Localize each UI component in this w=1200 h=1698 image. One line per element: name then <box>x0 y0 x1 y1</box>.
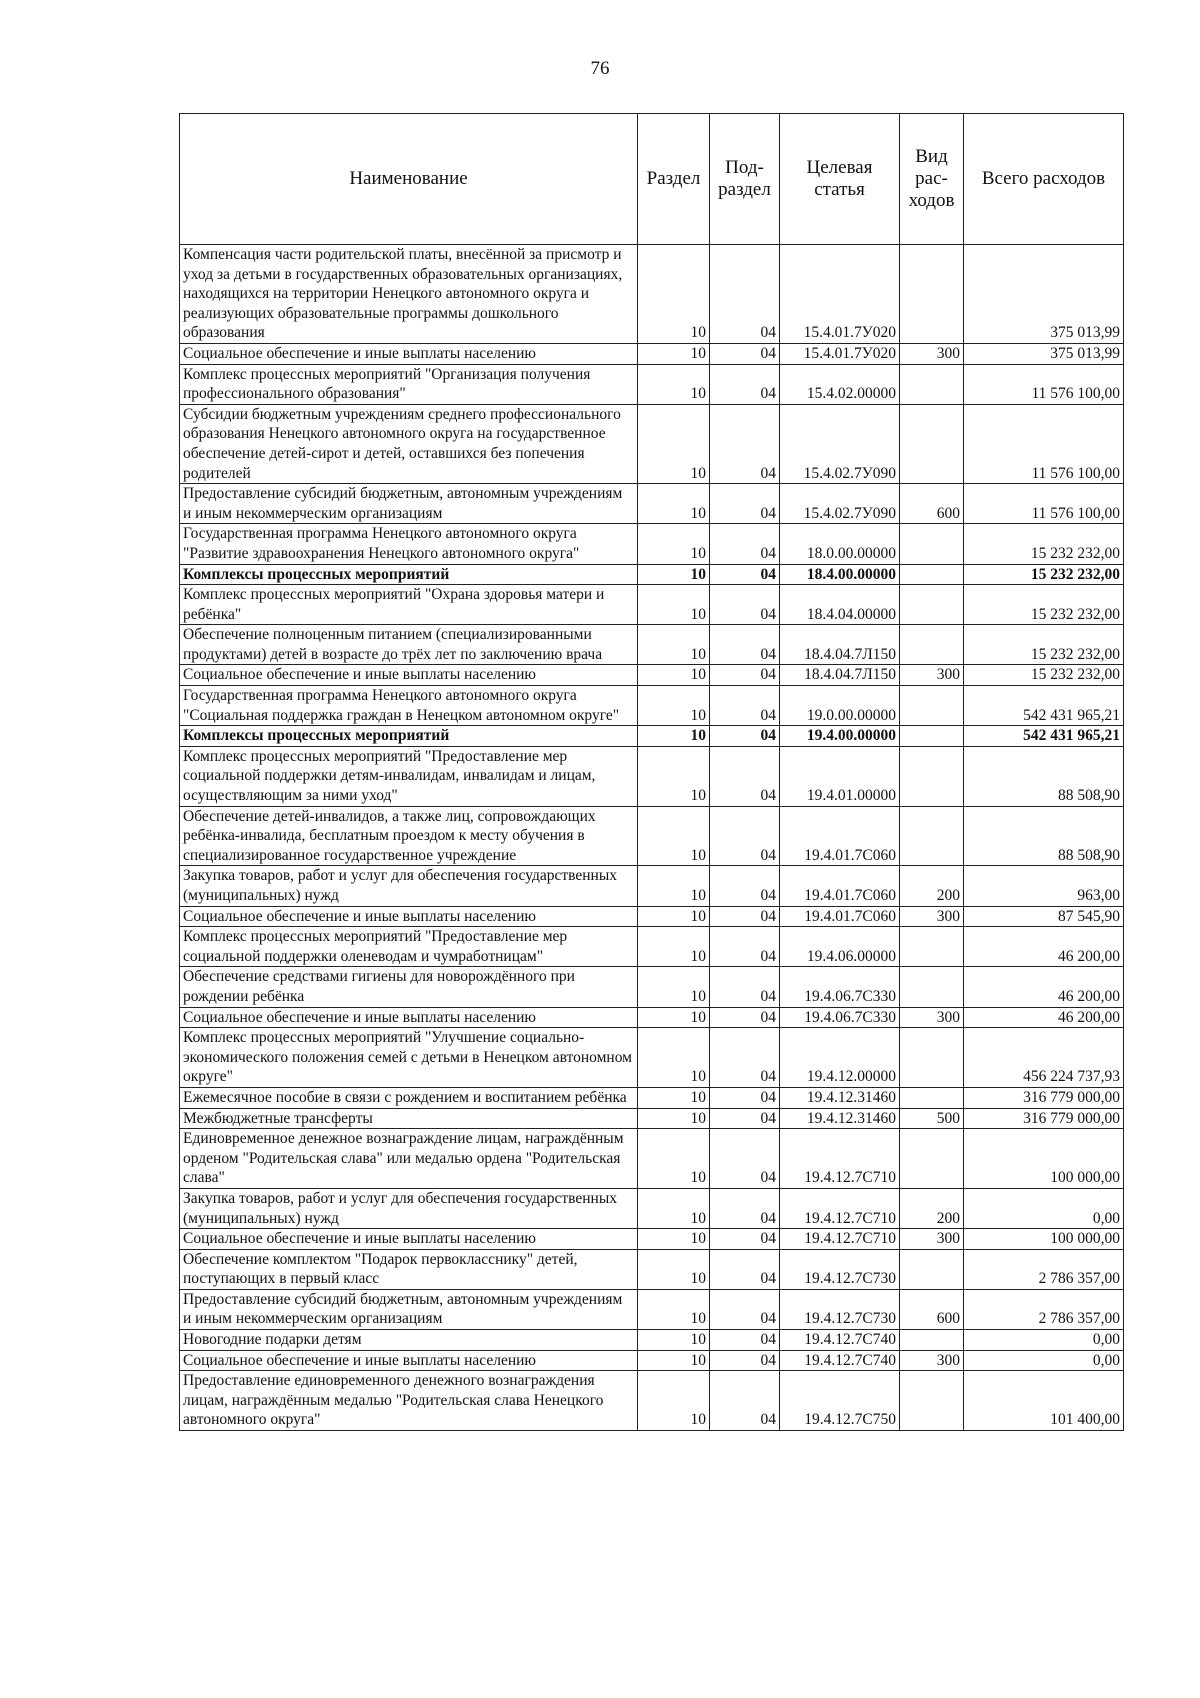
row-section-cell: 10 <box>638 343 710 364</box>
row-kind-cell <box>900 524 964 564</box>
row-kind-cell: 300 <box>900 1229 964 1250</box>
table-row <box>180 1330 1124 1351</box>
row-target-cell: 19.4.12.7С710 <box>780 1129 900 1189</box>
row-subsection-cell: 04 <box>710 726 780 747</box>
row-target-cell: 19.4.06.7С330 <box>780 1007 900 1028</box>
row-total-cell: 375 013,99 <box>964 343 1124 364</box>
row-kind-cell <box>900 245 964 344</box>
row-section-cell: 10 <box>638 1007 710 1028</box>
row-kind-cell <box>900 806 964 866</box>
table-row <box>180 484 1124 524</box>
row-total-cell: 15 232 232,00 <box>964 564 1124 585</box>
row-total-cell: 963,00 <box>964 866 1124 906</box>
row-name-cell: Предоставление единовременного денежного вознаграждения лицам, награждённым медалью "Родительская слава Ненецкого автономного округа" <box>180 1371 638 1431</box>
row-target-cell: 19.4.12.7С730 <box>780 1289 900 1329</box>
row-total-cell: 542 431 965,21 <box>964 686 1124 726</box>
row-total-cell: 15 232 232,00 <box>964 665 1124 686</box>
row-subsection-cell: 04 <box>710 906 780 927</box>
row-kind-cell: 300 <box>900 343 964 364</box>
row-section-cell: 10 <box>638 726 710 747</box>
row-target-cell: 19.4.12.7С710 <box>780 1229 900 1250</box>
row-subsection-cell: 04 <box>710 404 780 483</box>
row-target-cell: 18.4.00.00000 <box>780 564 900 585</box>
row-total-cell: 11 576 100,00 <box>964 364 1124 404</box>
row-kind-cell <box>900 726 964 747</box>
row-total-cell: 88 508,90 <box>964 806 1124 866</box>
row-subsection-cell: 04 <box>710 1350 780 1371</box>
row-kind-cell <box>900 1371 964 1431</box>
row-total-cell: 0,00 <box>964 1330 1124 1351</box>
row-target-cell: 19.4.12.7С740 <box>780 1330 900 1351</box>
row-kind-cell <box>900 746 964 806</box>
row-subsection-cell: 04 <box>710 1188 780 1228</box>
row-section-cell: 10 <box>638 866 710 906</box>
table-row <box>180 1350 1124 1371</box>
row-total-cell: 11 576 100,00 <box>964 404 1124 483</box>
row-subsection-cell: 04 <box>710 245 780 344</box>
table-row <box>180 524 1124 564</box>
row-subsection-cell: 04 <box>710 343 780 364</box>
row-total-cell: 0,00 <box>964 1350 1124 1371</box>
table-row <box>180 1289 1124 1329</box>
row-subsection-cell: 04 <box>710 564 780 585</box>
table-row <box>180 404 1124 483</box>
row-kind-cell: 200 <box>900 1188 964 1228</box>
row-kind-cell <box>900 404 964 483</box>
table-row <box>180 1249 1124 1289</box>
row-name-cell: Социальное обеспечение и иные выплаты населению <box>180 1229 638 1250</box>
row-kind-cell <box>900 967 964 1007</box>
table-row <box>180 364 1124 404</box>
table-row <box>180 1229 1124 1250</box>
row-total-cell: 316 779 000,00 <box>964 1108 1124 1129</box>
row-subsection-cell: 04 <box>710 1229 780 1250</box>
row-subsection-cell: 04 <box>710 967 780 1007</box>
row-section-cell: 10 <box>638 967 710 1007</box>
row-subsection-cell: 04 <box>710 1108 780 1129</box>
table-row <box>180 927 1124 967</box>
header-expense-kind: Вид рас- ходов <box>900 114 964 245</box>
row-name-cell: Предоставление субсидий бюджетным, автономным учреждениям и иным некоммерческим организациям <box>180 1289 638 1329</box>
row-kind-cell: 600 <box>900 1289 964 1329</box>
row-target-cell: 19.4.06.7С330 <box>780 967 900 1007</box>
row-section-cell: 10 <box>638 1350 710 1371</box>
row-section-cell: 10 <box>638 1108 710 1129</box>
table-row <box>180 1108 1124 1129</box>
row-name-cell: Закупка товаров, работ и услуг для обеспечения государственных (муниципальных) нужд <box>180 866 638 906</box>
row-total-cell: 100 000,00 <box>964 1129 1124 1189</box>
row-total-cell: 0,00 <box>964 1188 1124 1228</box>
row-subsection-cell: 04 <box>710 1289 780 1329</box>
row-subsection-cell: 04 <box>710 1330 780 1351</box>
row-name-cell: Комплексы процессных мероприятий <box>180 726 638 747</box>
row-name-cell: Закупка товаров, работ и услуг для обеспечения государственных (муниципальных) нужд <box>180 1188 638 1228</box>
row-section-cell: 10 <box>638 404 710 483</box>
row-section-cell: 10 <box>638 564 710 585</box>
row-target-cell: 18.4.04.7Л150 <box>780 665 900 686</box>
row-subsection-cell: 04 <box>710 806 780 866</box>
row-target-cell: 19.4.01.7С060 <box>780 906 900 927</box>
row-kind-cell <box>900 1028 964 1088</box>
table-row <box>180 1087 1124 1108</box>
row-name-cell: Комплекс процессных мероприятий "Улучшение социально-экономического положения семей с детьми в Ненецком автономном округе" <box>180 1028 638 1088</box>
row-target-cell: 19.4.12.00000 <box>780 1028 900 1088</box>
row-name-cell: Субсидии бюджетным учреждениям среднего профессионального образования Ненецкого автономного округа на государственное обеспечение детей-сирот и детей, оставшихся без попечения родителей <box>180 404 638 483</box>
row-target-cell: 15.4.02.7У090 <box>780 404 900 483</box>
header-section: Раздел <box>638 114 710 245</box>
row-section-cell: 10 <box>638 585 710 625</box>
row-section-cell: 10 <box>638 484 710 524</box>
table-row <box>180 906 1124 927</box>
row-name-cell: Обеспечение комплектом "Подарок первокласснику" детей, поступающих в первый класс <box>180 1249 638 1289</box>
row-kind-cell <box>900 1129 964 1189</box>
header-name: Наименование <box>180 114 638 245</box>
row-name-cell: Компенсация части родительской платы, внесённой за присмотр и уход за детьми в государственных образовательных организациях, находящихся на территории Ненецкого автономного округа и реализующих образовательные программы дошкольного образования <box>180 245 638 344</box>
table-row <box>180 343 1124 364</box>
row-kind-cell: 300 <box>900 1350 964 1371</box>
row-section-cell: 10 <box>638 364 710 404</box>
row-total-cell: 11 576 100,00 <box>964 484 1124 524</box>
row-total-cell: 456 224 737,93 <box>964 1028 1124 1088</box>
row-kind-cell <box>900 1087 964 1108</box>
row-name-cell: Единовременное денежное вознаграждение лицам, награждённым орденом "Родительская слава" или медалью ордена "Родительская слава" <box>180 1129 638 1189</box>
row-name-cell: Обеспечение детей-инвалидов, а также лиц, сопровождающих ребёнка-инвалида, бесплатным проездом к месту обучения в специализированное государственное учреждение <box>180 806 638 866</box>
row-name-cell: Комплекс процессных мероприятий "Организация получения профессионального образования" <box>180 364 638 404</box>
row-total-cell: 316 779 000,00 <box>964 1087 1124 1108</box>
row-section-cell: 10 <box>638 524 710 564</box>
row-name-cell: Новогодние подарки детям <box>180 1330 638 1351</box>
row-section-cell: 10 <box>638 665 710 686</box>
row-total-cell: 542 431 965,21 <box>964 726 1124 747</box>
row-section-cell: 10 <box>638 625 710 665</box>
row-subsection-cell: 04 <box>710 1028 780 1088</box>
table-row <box>180 585 1124 625</box>
table-row <box>180 564 1124 585</box>
header-total: Всего расходов <box>964 114 1124 245</box>
row-section-cell: 10 <box>638 1289 710 1329</box>
row-section-cell: 10 <box>638 1229 710 1250</box>
row-section-cell: 10 <box>638 906 710 927</box>
row-target-cell: 18.4.04.00000 <box>780 585 900 625</box>
row-kind-cell: 200 <box>900 866 964 906</box>
row-subsection-cell: 04 <box>710 484 780 524</box>
header-subsection: Под- раздел <box>710 114 780 245</box>
row-total-cell: 87 545,90 <box>964 906 1124 927</box>
row-subsection-cell: 04 <box>710 1249 780 1289</box>
row-subsection-cell: 04 <box>710 1129 780 1189</box>
row-kind-cell: 600 <box>900 484 964 524</box>
row-subsection-cell: 04 <box>710 524 780 564</box>
row-kind-cell: 300 <box>900 906 964 927</box>
table-row <box>180 806 1124 866</box>
row-target-cell: 19.4.12.31460 <box>780 1087 900 1108</box>
row-name-cell: Комплекс процессных мероприятий "Предоставление мер социальной поддержки оленеводам и чумработницам" <box>180 927 638 967</box>
row-subsection-cell: 04 <box>710 585 780 625</box>
row-section-cell: 10 <box>638 746 710 806</box>
row-subsection-cell: 04 <box>710 625 780 665</box>
row-section-cell: 10 <box>638 1028 710 1088</box>
row-total-cell: 46 200,00 <box>964 1007 1124 1028</box>
table-body <box>180 245 1124 1431</box>
row-name-cell: Государственная программа Ненецкого автономного округа "Социальная поддержка граждан в Ненецком автономном округе" <box>180 686 638 726</box>
row-target-cell: 15.4.02.00000 <box>780 364 900 404</box>
table-row <box>180 1129 1124 1189</box>
row-section-cell: 10 <box>638 1087 710 1108</box>
row-kind-cell <box>900 364 964 404</box>
row-section-cell: 10 <box>638 1330 710 1351</box>
table-header <box>180 114 1124 245</box>
row-target-cell: 19.4.12.7С710 <box>780 1188 900 1228</box>
row-total-cell: 46 200,00 <box>964 967 1124 1007</box>
table-row <box>180 1371 1124 1431</box>
table-row <box>180 967 1124 1007</box>
header-target-article: Целевая статья <box>780 114 900 245</box>
row-subsection-cell: 04 <box>710 686 780 726</box>
row-section-cell: 10 <box>638 927 710 967</box>
row-total-cell: 100 000,00 <box>964 1229 1124 1250</box>
row-kind-cell <box>900 625 964 665</box>
row-target-cell: 15.4.01.7У020 <box>780 343 900 364</box>
row-target-cell: 19.4.01.7С060 <box>780 866 900 906</box>
row-section-cell: 10 <box>638 1371 710 1431</box>
row-name-cell: Государственная программа Ненецкого автономного округа "Развитие здравоохранения Ненецкого автономного округа" <box>180 524 638 564</box>
row-subsection-cell: 04 <box>710 364 780 404</box>
row-kind-cell <box>900 564 964 585</box>
row-subsection-cell: 04 <box>710 746 780 806</box>
row-target-cell: 19.4.12.7С750 <box>780 1371 900 1431</box>
row-target-cell: 19.4.12.7С730 <box>780 1249 900 1289</box>
row-target-cell: 15.4.02.7У090 <box>780 484 900 524</box>
row-section-cell: 10 <box>638 1188 710 1228</box>
table-row <box>180 746 1124 806</box>
row-section-cell: 10 <box>638 1129 710 1189</box>
row-target-cell: 19.4.12.31460 <box>780 1108 900 1129</box>
row-name-cell: Социальное обеспечение и иные выплаты населению <box>180 1007 638 1028</box>
row-name-cell: Ежемесячное пособие в связи с рождением и воспитанием ребёнка <box>180 1087 638 1108</box>
row-kind-cell: 300 <box>900 665 964 686</box>
row-kind-cell <box>900 585 964 625</box>
row-total-cell: 2 786 357,00 <box>964 1289 1124 1329</box>
row-name-cell: Социальное обеспечение и иные выплаты населению <box>180 1350 638 1371</box>
table-row <box>180 1028 1124 1088</box>
table-row <box>180 245 1124 344</box>
row-total-cell: 101 400,00 <box>964 1371 1124 1431</box>
row-name-cell: Обеспечение средствами гигиены для новорождённого при рождении ребёнка <box>180 967 638 1007</box>
budget-table <box>179 113 1124 1431</box>
row-target-cell: 18.0.00.00000 <box>780 524 900 564</box>
row-kind-cell: 500 <box>900 1108 964 1129</box>
table-row <box>180 866 1124 906</box>
row-total-cell: 15 232 232,00 <box>964 585 1124 625</box>
row-subsection-cell: 04 <box>710 866 780 906</box>
row-total-cell: 88 508,90 <box>964 746 1124 806</box>
row-subsection-cell: 04 <box>710 1371 780 1431</box>
page-number: 76 <box>590 58 610 79</box>
row-kind-cell <box>900 1249 964 1289</box>
row-target-cell: 19.4.12.7С740 <box>780 1350 900 1371</box>
row-total-cell: 2 786 357,00 <box>964 1249 1124 1289</box>
row-subsection-cell: 04 <box>710 1007 780 1028</box>
row-name-cell: Межбюджетные трансферты <box>180 1108 638 1129</box>
row-subsection-cell: 04 <box>710 665 780 686</box>
row-kind-cell <box>900 1330 964 1351</box>
row-name-cell: Обеспечение полноценным питанием (специализированными продуктами) детей в возрасте до трёх лет по заключению врача <box>180 625 638 665</box>
header-row <box>180 114 1124 245</box>
row-subsection-cell: 04 <box>710 1087 780 1108</box>
row-name-cell: Комплекс процессных мероприятий "Предоставление мер социальной поддержки детям-инвалидам, инвалидам и лицам, осуществляющим за ними уход" <box>180 746 638 806</box>
row-total-cell: 15 232 232,00 <box>964 524 1124 564</box>
row-name-cell: Социальное обеспечение и иные выплаты населению <box>180 665 638 686</box>
table-row <box>180 1007 1124 1028</box>
table-row <box>180 726 1124 747</box>
row-target-cell: 19.4.06.00000 <box>780 927 900 967</box>
table-row <box>180 665 1124 686</box>
row-target-cell: 19.0.00.00000 <box>780 686 900 726</box>
row-name-cell: Комплекс процессных мероприятий "Охрана здоровья матери и ребёнка" <box>180 585 638 625</box>
table-row <box>180 1188 1124 1228</box>
row-kind-cell <box>900 686 964 726</box>
row-section-cell: 10 <box>638 806 710 866</box>
row-section-cell: 10 <box>638 686 710 726</box>
row-target-cell: 18.4.04.7Л150 <box>780 625 900 665</box>
row-kind-cell <box>900 927 964 967</box>
row-target-cell: 19.4.01.7С060 <box>780 806 900 866</box>
row-section-cell: 10 <box>638 1249 710 1289</box>
row-section-cell: 10 <box>638 245 710 344</box>
table-row <box>180 625 1124 665</box>
row-target-cell: 15.4.01.7У020 <box>780 245 900 344</box>
row-target-cell: 19.4.01.00000 <box>780 746 900 806</box>
row-name-cell: Социальное обеспечение и иные выплаты населению <box>180 906 638 927</box>
row-total-cell: 15 232 232,00 <box>964 625 1124 665</box>
row-subsection-cell: 04 <box>710 927 780 967</box>
row-name-cell: Предоставление субсидий бюджетным, автономным учреждениям и иным некоммерческим организациям <box>180 484 638 524</box>
row-target-cell: 19.4.00.00000 <box>780 726 900 747</box>
row-name-cell: Социальное обеспечение и иные выплаты населению <box>180 343 638 364</box>
row-total-cell: 46 200,00 <box>964 927 1124 967</box>
row-total-cell: 375 013,99 <box>964 245 1124 344</box>
row-kind-cell: 300 <box>900 1007 964 1028</box>
row-name-cell: Комплексы процессных мероприятий <box>180 564 638 585</box>
table-row <box>180 686 1124 726</box>
